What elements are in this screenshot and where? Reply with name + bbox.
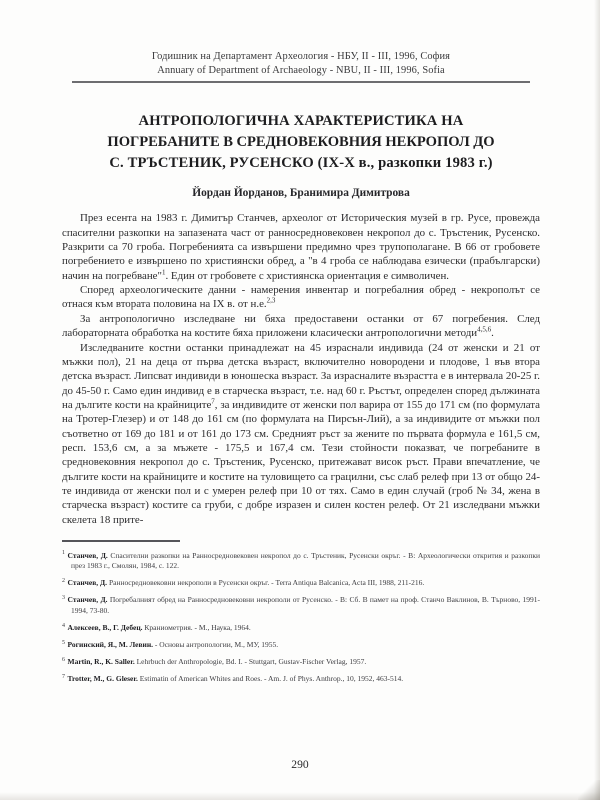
footnote-item: [62, 623, 540, 634]
body-paragraph-3: [62, 312, 540, 341]
page-number: 290: [291, 758, 309, 771]
body-paragraph-2: [62, 283, 540, 312]
footnote-item: [62, 640, 540, 651]
footnote-text: - Основы антропологии, М., МУ, 1955.: [154, 640, 279, 650]
title-line-2: ПОГРЕБАНИТЕ В СРЕДНОВЕКОВНИЯ НЕКРОПОЛ ДО: [107, 134, 495, 151]
page-content: [62, 50, 540, 691]
footnote-text: Краниометрия. - М., Наука, 1964.: [144, 623, 251, 633]
footnote-ref-4-5-6[interactable]: 4,5,6: [477, 325, 492, 334]
footnote-author: Trotter, M., G. Gleser.: [67, 674, 138, 684]
footnote-item: [62, 551, 540, 572]
paragraph-4-text-b: , за индивидите от женски пол варира от 155 до 171 см (по формулата на Тротер-Глезер) и от 148 до 161 см (по формулата на Пирсън-Лий), а за индивидите от мъжки пол съответно от 169 до 181 и от 161 до 173 см. Средният ръст за жените по първата формула е 161,5 см, респ. 153,6 см, а за мъжете - 175,5 и 167,4 см. Тези стойности показват, че погребаните в средновековния некропол до с. Тръстеник, Русенско, притежават висок ръст. Прави впечатление, че дългите кости на крайниците и костите на туловището са грацилни, със слаб релеф при 13 от общо 24-те индивида от женски пол и с умерен релеф при 10 от тях. Само в един случай (гроб № 34, жена в старческа възраст) костите са груби, с добре изразен и силен костен релеф. От 21 изследвани мъжки скелета 18 прите-: [62, 398, 541, 526]
running-head-bulgarian: Годишник на Департамент Археология - НБУ, II - III, 1996, София: [151, 51, 451, 62]
footnote-item: [62, 674, 540, 685]
footnote-separator-rule: [62, 540, 180, 542]
footnote-ref-7[interactable]: 7: [211, 397, 215, 406]
scan-edge-bottom: [0, 792, 600, 800]
paragraph-3-text-b: .: [491, 327, 494, 340]
paragraph-2-text-a: Според археологическите данни - намерения инвентар и погребалния обред - некрополът се отнася към втората половина на IX в. от н.е.: [62, 284, 540, 311]
footnote-marker: 5: [62, 639, 65, 646]
footnote-text: Спасителни разкопки на Раннoсредновековен некропол до с. Тръстеник, Русенски окръг. - В: Археологически открития и разкопки през 1983 г., Смолян, 1984, с. 122.: [71, 550, 541, 571]
paragraph-1-text-a: През есента на 1983 г. Димитър Станчев, археолог от Историческия музей в гр. Русе, провежда спасителни разкопки на запазената част от раннoсредновековен некропол до с. Тръстеник, Русенско. Разкрити са 70 гроба. Погребенията са извършени предимно чрез трупополагане. В 66 от гробовете погребението е извършено по християнски обред, а "в 4 гроба се наблюдава езически (прабългарски) начин на погребване": [62, 212, 540, 282]
scan-corner-shadow: [578, 780, 600, 800]
footnote-text: Раннoсредновековни некрополи в Русенски окръг. - Terra Antiqua Balcanica, Acta III, 1988, 211-216.: [108, 578, 425, 588]
footnote-marker: 2: [62, 577, 65, 584]
footnote-author: Станчев, Д.: [67, 595, 108, 605]
footnote-marker: 1: [62, 550, 65, 557]
footnote-author: Станчев, Д.: [67, 550, 108, 560]
running-head-english: Annuary of Department of Archaeology - NBU, II - III, 1996, Sofia: [157, 65, 445, 77]
page-title: [62, 111, 540, 174]
footnote-author: Martin, R., K. Saller.: [67, 657, 135, 667]
footnote-marker: 3: [62, 594, 65, 601]
article-body: [62, 211, 540, 527]
footnote-text: Погребалният обред на Раннoсредновековни некрополи от Русенско. - В: Сб. В памет на проф. Станчо Ваклинов, В. Търново, 1991-1994, 73-80.: [71, 595, 541, 615]
paragraph-4-text-a: Изследваните костни останки принадлежат на 45 израснали индивида (24 от женски и 21 от мъжки пол), 21 на деца от първа детска възраст, включително новородени и плодове, 1 във втора детска възраст. Липсват индивиди в юношеска възраст. За израсналите възрастта е в интервала 20-25 г. до 45-50 г. Само един индивид е в старческа възраст, т.е. над 60 г. Ръстът, определен според дължината на дългите кости на крайниците: [62, 341, 540, 411]
footnote-list: [62, 551, 540, 685]
footnote-author: Станчев, Д.: [67, 578, 108, 588]
footnote-item: [62, 595, 540, 616]
footnote-text: Estimatin of American Whites and Roes. - Am. J. of Phys. Anthrop., 10, 1952, 463-514.: [139, 674, 404, 684]
footnote-marker: 7: [62, 673, 65, 680]
running-head-rule: [72, 81, 530, 83]
authors-line: Йордан Йорданов, Бранимира Димитрова: [192, 187, 410, 200]
body-paragraph-1: [62, 211, 540, 283]
footnote-ref-1[interactable]: 1: [161, 268, 166, 277]
title-line-1: АНТРОПОЛОГИЧНА ХАРАКТЕРИСТИКА НА: [138, 113, 464, 130]
footnote-author: Алексеев, В., Г. Дебец.: [67, 623, 143, 633]
footnote-marker: 6: [62, 656, 65, 663]
footnote-author: Рогинский, Я., М. Левин.: [67, 640, 154, 650]
footnote-item: [62, 578, 540, 589]
footnote-item: [62, 657, 540, 668]
paragraph-3-text-a: За антропологично изследване ни бяха предоставени останки от 67 погребения. След лабораторната обработка на костите бяха приложени класически антропологични методи: [62, 312, 540, 340]
footnote-ref-2-3[interactable]: 2,3: [266, 296, 276, 305]
paragraph-1-text-b: . Един от гробовете с християнска ориентация е символичен.: [165, 269, 449, 282]
running-head: [62, 50, 540, 83]
body-paragraph-4: [62, 341, 540, 527]
title-line-3: С. ТРЪСТЕНИК, РУСЕНСКО (IX-X в., разкопки 1983 г.): [109, 155, 493, 172]
footnote-marker: 4: [62, 622, 65, 629]
scan-edge-right: [594, 0, 600, 800]
footnote-text: Lehrbuch der Anthropologie, Bd. I. - Stuttgart, Gustav-Fischer Verlag, 1957.: [136, 657, 367, 667]
